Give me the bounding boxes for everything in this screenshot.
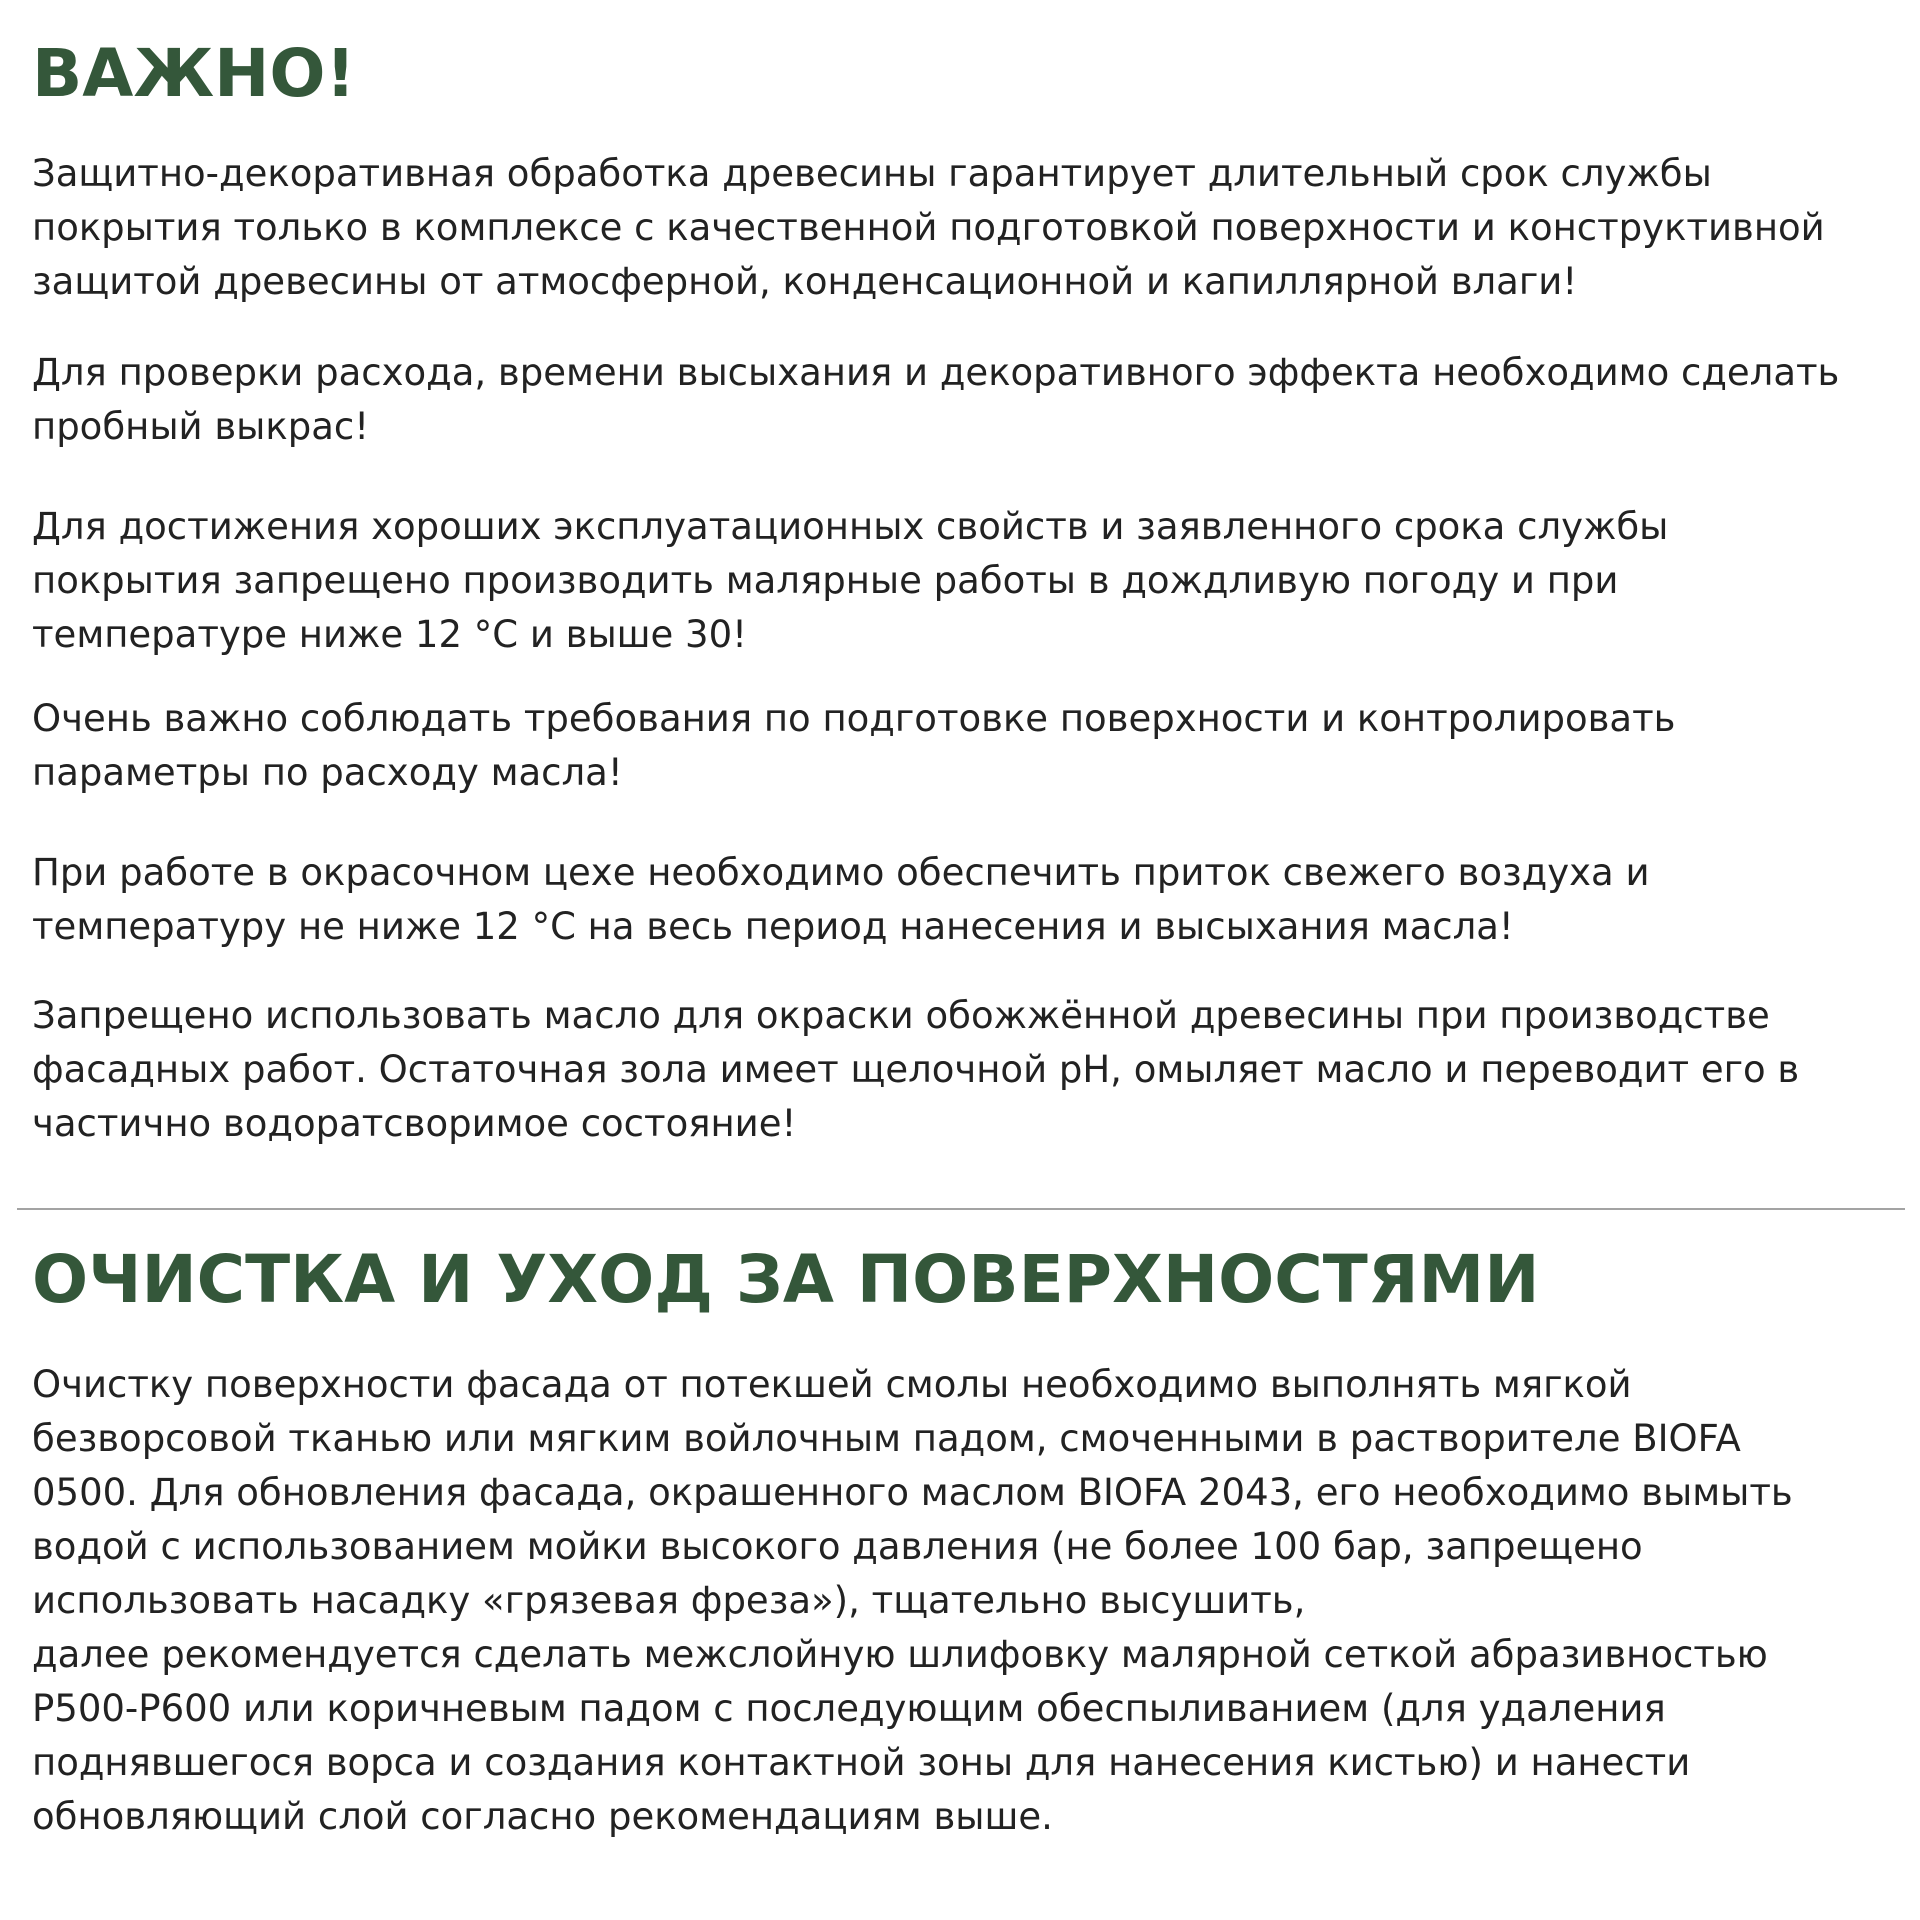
important-paragraph-5 [32, 846, 1892, 954]
text-line: Для достижения хороших эксплуатационных свойств и заявленного срока службы [32, 505, 1669, 548]
text-line: защитой древесины от атмосферной, конденсационной и капиллярной влаги! [32, 260, 1578, 303]
text-line: Р500-Р600 или коричневым падом с последующим обеспыливанием (для удаления [32, 1687, 1666, 1730]
text-line: Очистку поверхности фасада от потекшей смолы необходимо выполнять мягкой [32, 1363, 1632, 1406]
text-line: частично водоратсворимое состояние! [32, 1102, 797, 1145]
text-line: Для проверки расхода, времени высыхания и декоративного эффекта необходимо сделать [32, 351, 1840, 394]
text-line: Запрещено использовать масло для окраски обожжённой древесины при производстве [32, 994, 1770, 1037]
important-title: ВАЖНО! [32, 35, 356, 112]
important-paragraph-3 [32, 500, 1892, 662]
important-paragraph-6 [32, 989, 1892, 1151]
text-line: Защитно-декоративная обработка древесины гарантирует длительный срок службы [32, 152, 1712, 195]
text-line: водой с использованием мойки высокого давления (не более 100 бар, запрещено [32, 1525, 1643, 1568]
text-line: температуре ниже 12 °C и выше 30! [32, 613, 747, 656]
important-paragraph-2 [32, 346, 1892, 454]
care-paragraph [32, 1358, 1892, 1844]
important-paragraph-4 [32, 692, 1892, 800]
text-line: При работе в окрасочном цехе необходимо обеспечить приток свежего воздуха и [32, 851, 1650, 894]
text-line: обновляющий слой согласно рекомендациям выше. [32, 1795, 1053, 1838]
care-title: ОЧИСТКА И УХОД ЗА ПОВЕРХНОСТЯМИ [32, 1241, 1540, 1318]
text-line: покрытия запрещено производить малярные работы в дождливую погоду и при [32, 559, 1619, 602]
text-line: безворсовой тканью или мягким войлочным падом, смоченными в растворителе BIOFA [32, 1417, 1741, 1460]
section-divider [17, 1208, 1905, 1210]
text-line: далее рекомендуется сделать межслойную шлифовку малярной сеткой абразивностью [32, 1633, 1768, 1676]
important-paragraph-1 [32, 147, 1892, 309]
text-line: температуру не ниже 12 °C на весь период нанесения и высыхания масла! [32, 905, 1514, 948]
text-line: пробный выкрас! [32, 405, 370, 448]
text-line: фасадных работ. Остаточная зола имеет щелочной pH, омыляет масло и переводит его в [32, 1048, 1800, 1091]
text-line: поднявшегося ворса и создания контактной зоны для нанесения кистью) и нанести [32, 1741, 1691, 1784]
text-line: покрытия только в комплексе с качественной подготовкой поверхности и конструктивной [32, 206, 1825, 249]
text-line: 0500. Для обновления фасада, окрашенного маслом BIOFA 2043, его необходимо вымыть [32, 1471, 1793, 1514]
text-line: Очень важно соблюдать требования по подготовке поверхности и контролировать [32, 697, 1676, 740]
text-line: параметры по расходу масла! [32, 751, 623, 794]
text-line: использовать насадку «грязевая фреза»), тщательно высушить, [32, 1579, 1306, 1622]
